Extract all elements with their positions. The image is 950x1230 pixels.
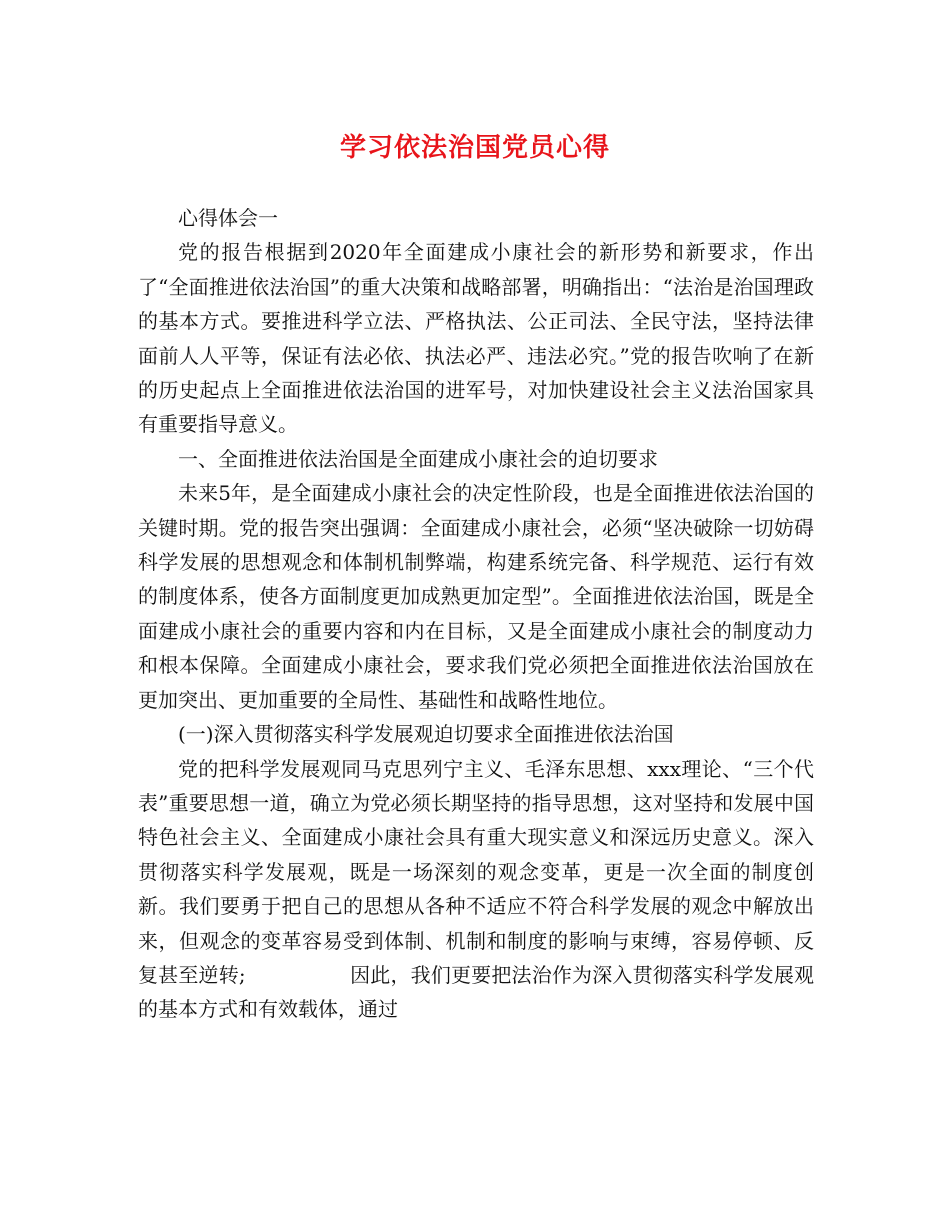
section-heading-1: 一、全面推进依法治国是全面建成小康社会的迫切要求 — [178, 446, 658, 471]
document-body — [138, 201, 814, 1027]
paragraph-subsection-1: 党的把科学发展观同马克思列宁主义、毛泽东思想、xxx理论、“三个代表”重要思想一道，确立为党必须长期坚持的指导思想，这对坚持和发展中国特色社会主义、全面建成小康社会具有重大现实意义和深远历史意义。深入贯彻落实科学发展观，既是一场深刻的观念变革，更是一次全面的制度创新。我们要勇于把自己的思想从各种不适应不符合科学发展的观念中解放出来，但观念的变革容易受到体制、机制和制度的影响与束缚，容易停顿、反复甚至逆转; 因此，我们更要把法治作为深入贯彻落实科学发展观的基本方式和有效载体，通过 — [138, 756, 814, 1022]
paragraph-intro: 党的报告根据到2020年全面建成小康社会的新形势和新要求，作出了“全面推进依法治国”的重大决策和战略部署，明确指出：“法治是治国理政的基本方式。要推进科学立法、严格执法、公正司法、全民守法，坚持法律面前人人平等，保证有法必依、执法必严、违法必究。”党的报告吹响了在新的历史起点上全面推进依法治国的进军号，对加快建设社会主义法治国家具有重要指导意义。 — [138, 240, 814, 437]
paragraph-section-1: 未来5年，是全面建成小康社会的决定性阶段，也是全面推进依法治国的关键时期。党的报告突出强调：全面建成小康社会，必须“坚决破除一切妨碍科学发展的思想观念和体制机制弊端，构建系统完备、科学规范、运行有效的制度体系，使各方面制度更加成熟更加定型”。全面推进依法治国，既是全面建成小康社会的重要内容和内在目标，又是全面建成小康社会的制度动力和根本保障。全面建成小康社会，要求我们党必须把全面推进依法治国放在更加突出、更加重要的全局性、基础性和战略性地位。 — [138, 481, 814, 712]
paragraph-heading-1: 心得体会一 — [178, 206, 278, 230]
subsection-heading-1: (一)深入贯彻落实科学发展观迫切要求全面推进依法治国 — [178, 722, 674, 747]
document-title: 学习依法治国党员心得 — [339, 133, 610, 163]
